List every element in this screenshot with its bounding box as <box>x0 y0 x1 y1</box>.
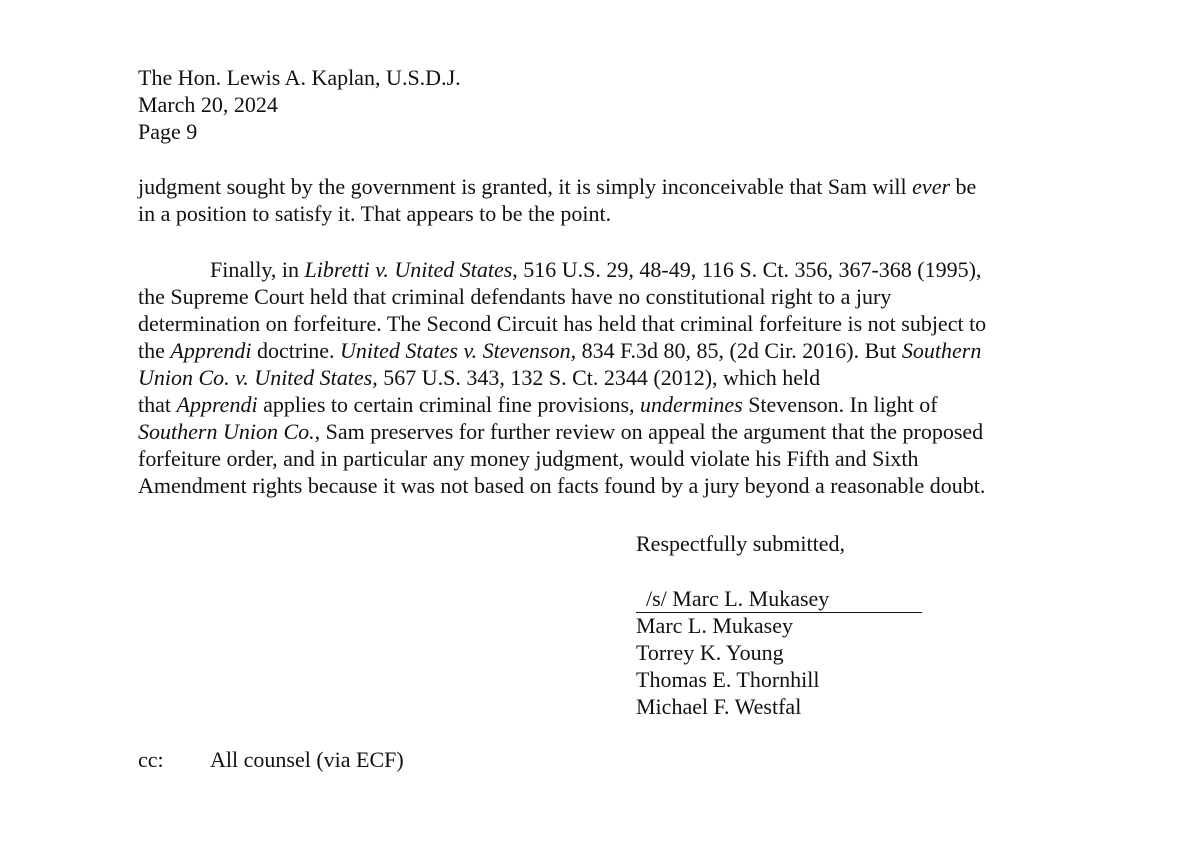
letter-date: March 20, 2024 <box>138 92 278 117</box>
cc-line <box>138 746 404 773</box>
cc-recipients: All counsel (via ECF) <box>210 747 404 772</box>
text-line: the Supreme Court held that criminal defendants have no constitutional right to a jury <box>138 284 892 309</box>
letter-header <box>138 64 461 145</box>
text-line <box>138 173 1068 200</box>
case-citation: United States v. Stevenson <box>340 338 571 363</box>
text-line <box>138 364 1068 391</box>
case-citation: Libretti v. United States <box>304 257 513 282</box>
text-run: that <box>138 392 177 417</box>
signer-name: Marc L. Mukasey <box>636 613 794 638</box>
text-line: determination on forfeiture. The Second Circuit has held that criminal forfeiture is not subject to <box>138 311 987 336</box>
text-run: 567 U.S. 343, 132 S. Ct. 2344 (2012), which held <box>377 365 821 390</box>
text-line: forfeiture order, and in particular any money judgment, would violate his Fifth and Sixth <box>138 446 919 471</box>
signature-block <box>636 530 845 719</box>
case-citation: Southern <box>901 338 982 363</box>
signer-list <box>636 612 820 720</box>
paragraph-forfeiture <box>138 256 1068 499</box>
text-line <box>138 391 1068 418</box>
closing-phrase: Respectfully submitted, <box>636 531 845 556</box>
text-line <box>138 337 1068 364</box>
text-run: , 516 U.S. 29, 48-49, 116 S. Ct. 356, 367-368 (1995), <box>512 257 982 282</box>
text-run: judgment sought by the government is granted, it is simply inconceivable that Sam will <box>138 174 913 199</box>
text-run: the <box>138 338 171 363</box>
case-citation: Apprendi <box>170 338 252 363</box>
text-run: applies to certain criminal fine provisions, <box>257 392 641 417</box>
text-line <box>138 418 1068 445</box>
emphasis-text: ever <box>912 174 951 199</box>
signer-name: Michael F. Westfal <box>636 694 802 719</box>
paragraph-continuation <box>138 173 1068 227</box>
text-run: Stevenson. In light of <box>742 392 938 417</box>
cc-label: cc: <box>138 747 164 772</box>
electronic-signature: /s/ Marc L. Mukasey <box>646 586 830 611</box>
text-line <box>138 256 1068 283</box>
emphasis-text: undermines <box>640 392 743 417</box>
text-run: , 834 F.3d 80, 85, (2d Cir. 2016). But <box>570 338 902 363</box>
case-citation: Southern Union Co. <box>138 419 315 444</box>
text-run: doctrine. <box>251 338 341 363</box>
page-number: Page 9 <box>138 119 198 144</box>
text-line: in a position to satisfy it. That appears to be the point. <box>138 201 612 226</box>
text-line: Amendment rights because it was not based on facts found by a jury beyond a reasonable doubt. <box>138 473 986 498</box>
signer-name: Thomas E. Thornhill <box>636 667 820 692</box>
text-run: be <box>950 174 977 199</box>
text-run: Finally, in <box>210 257 305 282</box>
case-citation: Union Co. v. United States, <box>138 365 378 390</box>
text-run: , Sam preserves for further review on appeal the argument that the proposed <box>314 419 984 444</box>
signature-line <box>636 585 922 613</box>
addressee: The Hon. Lewis A. Kaplan, U.S.D.J. <box>138 65 461 90</box>
case-citation: Apprendi <box>176 392 258 417</box>
signer-name: Torrey K. Young <box>636 640 784 665</box>
